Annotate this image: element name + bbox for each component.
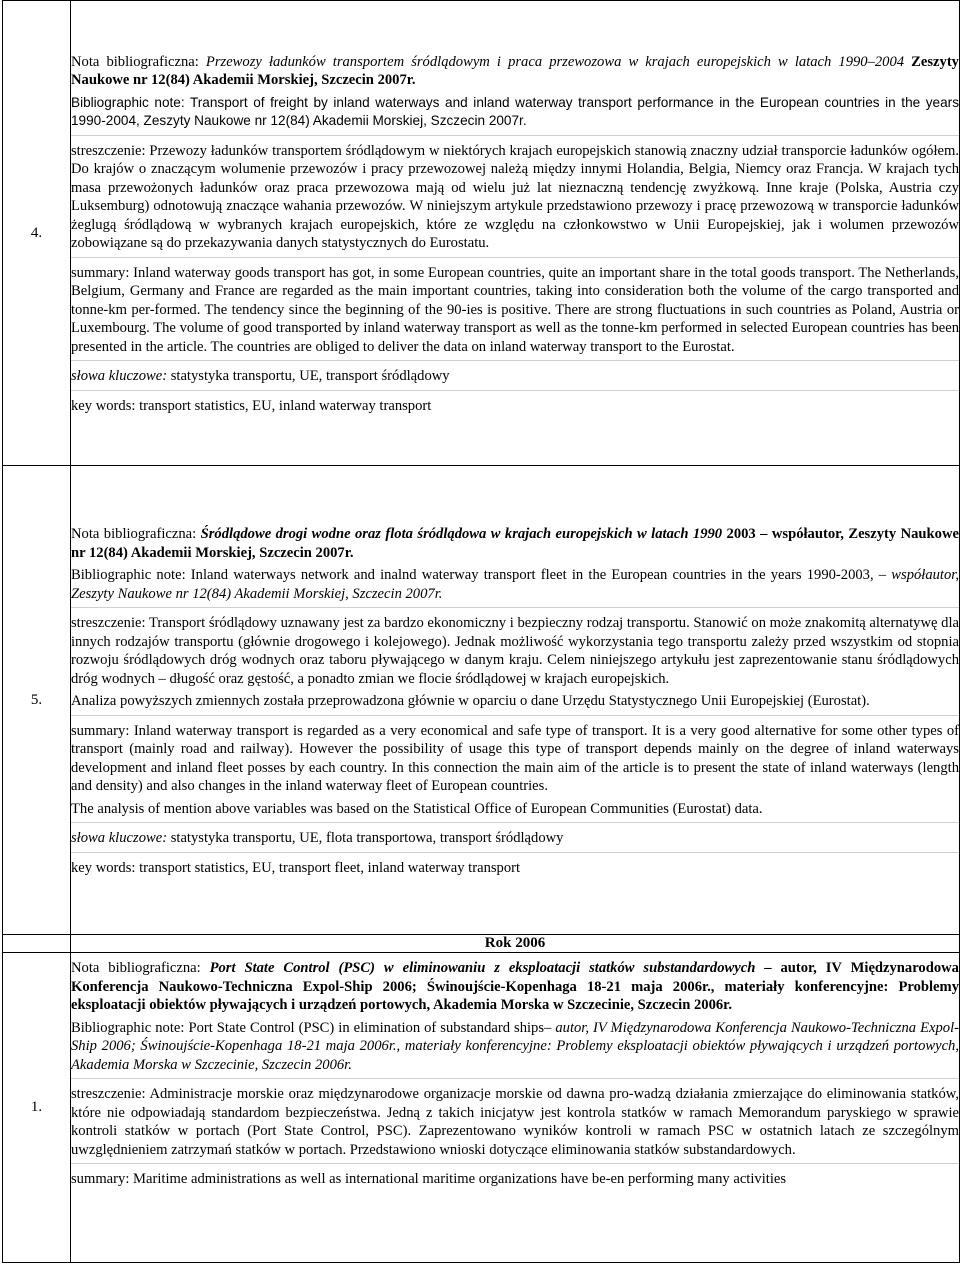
summary: summary: Inland waterway goods transport has got, in some European countries, quite an important share in the total goods transport. The Netherlands, Belgium, Germany and France are regarded as the main important countries, taking into consideration both the volume of the cargo transported and tonne-km per-formed. The tendency since the beginning of the 90-ies is positive. There are strong fluctuations in such countries as Poland, Austria or Luxembourg. The volume of good transported by inland waterway transport as well as the tonne-km performed in selected European countries has been presented in the article. The countries are obliged to deliver the data on inland waterway transport to the Eurostat. xyxy=(71,264,959,355)
entry-row-1 xyxy=(3,953,960,1263)
streszczenie-box xyxy=(71,136,959,258)
nota-title: Śródlądowe drogi wodne oraz flota śródlądowa w krajach europejskich w latach 1990 xyxy=(200,526,723,542)
nota-source: Zeszyty Naukowe nr 12(84) Akademii Morskiej, Szczecin 2007r. xyxy=(71,53,959,89)
nota-source: – autor, IV Międzynarodowa Konferencja Naukowo-Techniczna Expol-Ship 2006; Świnoujście-Kopenhaga 18-21 maja 2006r., materiały konferencyjne: Problemy eksploatacji obiektów pływających i urządzeń portowych, Akademia Morska w Szczecinie, Szczecin 2006r. xyxy=(71,960,959,1013)
biblio-label: Bibliographic note: Inland waterways network and inalnd waterway transport fleet in the European countries in the years 1990-2003, xyxy=(71,567,879,583)
biblio-label: Bibliographic note: Port State Control (PSC) in elimination of substandard ships– xyxy=(71,1019,556,1036)
nota-label: Nota bibliograficzna: xyxy=(71,960,210,976)
entry-row-5 xyxy=(3,466,960,935)
analiza: Analiza powyższych zmiennych została przeprowadzona głównie w oparciu o dane Urzędu Statystycznego Unii Europejskiej (Eurostat). xyxy=(71,693,870,709)
nota-title: Port State Control (PSC) w eliminowaniu z eksploatacji statków substandardowych xyxy=(209,960,756,976)
nota-bibliograficzna xyxy=(71,47,959,136)
biblio-source: autor, IV Międzynarodowa Konferencja Naukowo-Techniczna Expol-Ship 2006; Świnoujście-Kopenhaga 18-21 maja 2006r., materiały konferencyjne: Problemy eksploatacji obiektów pływających i urządzeń portowych, Akademia Morska w Szczecinie, Szczecin 2006r. xyxy=(71,1019,959,1073)
slowa-kluczowe-box xyxy=(71,823,959,853)
nota-label: Nota bibliograficzna: xyxy=(71,53,206,70)
nota-bibliograficzna xyxy=(71,519,959,608)
year-heading: Rok 2006 xyxy=(71,935,960,953)
entry-number: 4. xyxy=(3,1,71,466)
nota-label: Nota bibliograficzna: xyxy=(71,526,201,542)
slowa-label: słowa kluczowe: xyxy=(71,830,171,846)
year-row-spacer xyxy=(3,935,71,953)
streszczenie: streszczenie: Przewozy ładunków transportem śródlądowym w niektórych krajach europejskich stanowią znaczny udział transporcie ładunków ogółem. Do krajów o znaczącym wolumenie przewozów i pracy przewozowej należą między innymi Holandia, Belgia, Niemcy oraz Francja. W krajach tych masa przewożonych ładunków oraz praca przewozowa mają od wielu już lat nieznaczną tendencję zwyżkową. Inne kraje (Polska, Austria czy Luksemburg) odnotowują znaczące wahania przewozów. W niniejszym artykule przedstawiono przewozy i pracę przewozową w transporcie ładunków żeglugą śródlądową w wybranych krajach europejskich, które ze względu na członkowstwo w Unii Europejskiej, jak i wolumen przewozów zobowiązane są do przekazywania danych statystycznych do Eurostatu. xyxy=(71,142,959,252)
streszczenie-box xyxy=(71,608,959,716)
key-words-box xyxy=(71,391,959,420)
entry-content xyxy=(71,1,960,466)
biblio-source: – współautor, Zeszyty Naukowe nr 12(84) Akademii Morskiej, Szczecin 2007r. xyxy=(71,567,959,602)
key-words: key words: transport statistics, EU, transport fleet, inland waterway transport xyxy=(71,859,521,876)
summary-box xyxy=(71,258,959,362)
streszczenie: streszczenie: Transport śródlądowy uznawany jest za bardzo ekonomiczny i bezpieczny rodzaj transportu. Stanowić on może znakomitą alternatywę dla innych rodzajów transportu (głównie drogowego i kolejowego). Jednak możliwość wykorzystania tego transportu zależy przed wszystkim od stopnia rozwoju śródlądowych dróg wodnych oraz taboru pływającego w danym kraju. Celem niniejszego artykułu jest zaprezentowanie stanu śródlądowych dróg wodnych – długość oraz gęstość, a ponadto zmian we flocie śródlądowej w krajach europejskich. xyxy=(71,615,959,687)
summary-box xyxy=(71,716,959,824)
year-row xyxy=(3,935,960,953)
slowa-kluczowe: statystyka transportu, UE, flota transportowa, transport śródlądowy xyxy=(170,830,564,846)
key-words: key words: transport statistics, EU, inland waterway transport xyxy=(71,397,432,414)
publication-table xyxy=(2,0,960,1263)
slowa-kluczowe: statystyka transportu, UE, transport śródlądowy xyxy=(170,368,450,385)
nota-title: Przewozy ładunków transportem śródlądowym i praca przewozowa w krajach europejskich w latach 1990–2004 xyxy=(205,53,905,70)
analysis: The analysis of mention above variables was based on the Statistical Office of European Communities (Eurostat) data. xyxy=(71,800,763,817)
entry-number: 1. xyxy=(3,953,71,1263)
slowa-label: słowa kluczowe: xyxy=(71,368,171,385)
summary: summary: Inland waterway transport is regarded as a very economical and safe type of transport. It is a very good alternative for some other types of transport (mainly road and railway). However the possibility of usage this type of transport depends mainly on the degree of inland waterways development and inland fleet posses by each country. In this connection the main aim of the article is to present the state of inland waterways (length and density) and also changes in the inland waterway fleet of European countries. xyxy=(71,722,959,794)
summary: summary: Maritime administrations as well as international maritime organizations have be-en performing many activities xyxy=(71,1171,787,1187)
entry-row-4 xyxy=(3,1,960,466)
summary-box xyxy=(71,1164,959,1193)
nota-bibliograficzna xyxy=(71,953,959,1079)
streszczenie: streszczenie: Administracje morskie oraz międzynarodowe organizacje morskie od dawna pro-wadzą działania zmierzające do eliminowania statków, które nie odpowiadają standardom bezpieczeństwa. Jedną z takich inicjatyw jest kontrola statków w ramach Memorandum paryskiego w sprawie kontroli statków w portach (Port State Control, PSC). Zaprezentowano wyników kontroli w ramach PSC w ostatnich latach ze szczególnym uwzględnieniem zatrzymań statków w portach. Przedstawiono wnioski dotyczące eliminowania statków substandardowych. xyxy=(71,1086,959,1158)
streszczenie-box xyxy=(71,1079,959,1164)
key-words-box xyxy=(71,853,959,882)
entry-number: 5. xyxy=(3,466,71,935)
slowa-kluczowe-box xyxy=(71,361,959,391)
entry-content xyxy=(71,953,960,1263)
bibliographic-note: Bibliographic note: Transport of freight by inland waterways and inland waterway transport performance in the European countries in the years 1990-2004, Zeszyty Naukowe nr 12(84) Akademii Morskiej, Szczecin 2007r. xyxy=(71,94,959,129)
nota-source: 2003 – współautor, Zeszyty Naukowe nr 12(84) Akademii Morskiej, Szczecin 2007r. xyxy=(71,526,959,561)
entry-content xyxy=(71,466,960,935)
